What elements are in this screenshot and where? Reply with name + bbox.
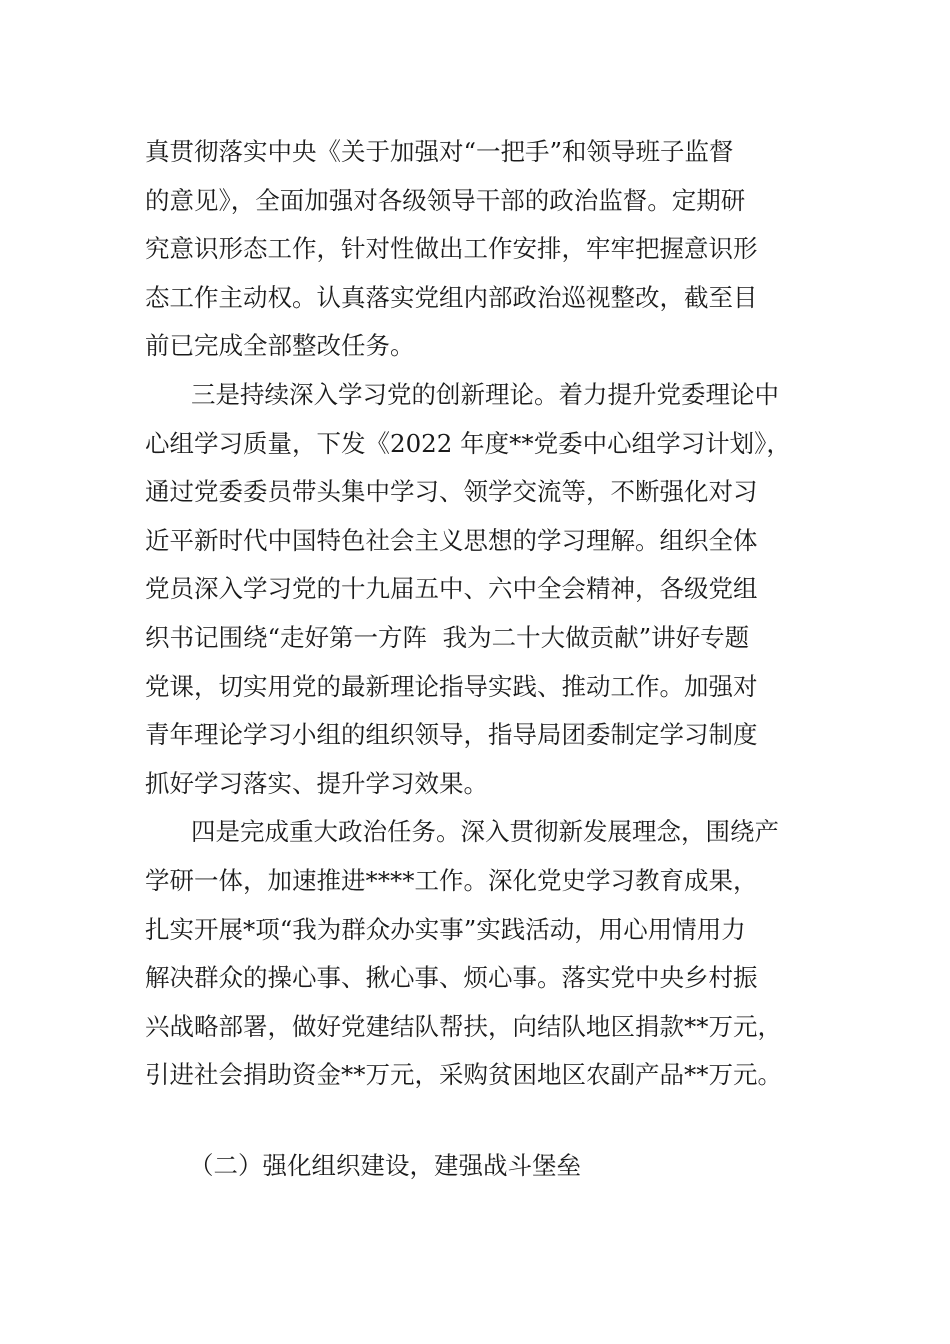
text-line: 解决群众的操心事、揪心事、烦心事。落实党中央乡村振	[145, 963, 758, 993]
section-heading: （二）强化组织建设，建强战斗堡垒	[189, 1150, 581, 1180]
text-line: 真贯彻落实中央《关于加强对“一把手”和领导班子监督	[145, 137, 734, 166]
text-line: 青年理论学习小组的组织领导，指导局团委制定学习制度	[145, 720, 758, 750]
paragraph-oversight	[145, 128, 835, 371]
text-line: 党员深入学习党的十九届五中、六中全会精神，各级党组	[145, 574, 758, 604]
text-line: 织书记围绕“走好第一方阵 我为二十大做贡献”讲好专题	[145, 622, 750, 652]
text-line: 究意识形态工作，针对性做出工作安排，牢牢把握意识形	[145, 234, 758, 264]
text-line: 引进社会捐助资金**万元，采购贫困地区农副产品**万元。	[145, 1060, 782, 1090]
text-line: 兴战略部署，做好党建结队帮扶，向结队地区捐款**万元，	[145, 1011, 782, 1041]
text-line: 学研一体，加速推进****工作。深化党史学习教育成果，	[145, 865, 758, 895]
text-line: 扎实开展*项“我为群众办实事”实践活动，用心用情用力	[145, 914, 746, 944]
paragraph-political-tasks	[145, 808, 835, 1100]
paragraph-theory-study	[145, 371, 835, 808]
text-line: 三是持续深入学习党的创新理论。着力提升党委理论中	[191, 379, 779, 409]
text-line: 前已完成全部整改任务。	[145, 331, 415, 361]
text-line: 心组学习质量，下发《2022 年度**党委中心组学习计划》，	[145, 428, 791, 458]
text-line: 抓好学习落实、提升学习效果。	[145, 768, 488, 798]
spacer	[145, 1100, 835, 1142]
text-line: 四是完成重大政治任务。深入贯彻新发展理念，围绕产	[191, 817, 779, 847]
text-line: 的意见》，全面加强对各级领导干部的政治监督。定期研	[145, 185, 746, 215]
text-line: 通过党委委员带头集中学习、领学交流等，不断强化对习	[145, 477, 758, 507]
document-body	[145, 128, 835, 1190]
text-line: 党课，切实用党的最新理论指导实践、推动工作。加强对	[145, 671, 758, 701]
text-line: 态工作主动权。认真落实党组内部政治巡视整改，截至目	[145, 282, 758, 312]
text-line: 近平新时代中国特色社会主义思想的学习理解。组织全体	[145, 525, 758, 555]
